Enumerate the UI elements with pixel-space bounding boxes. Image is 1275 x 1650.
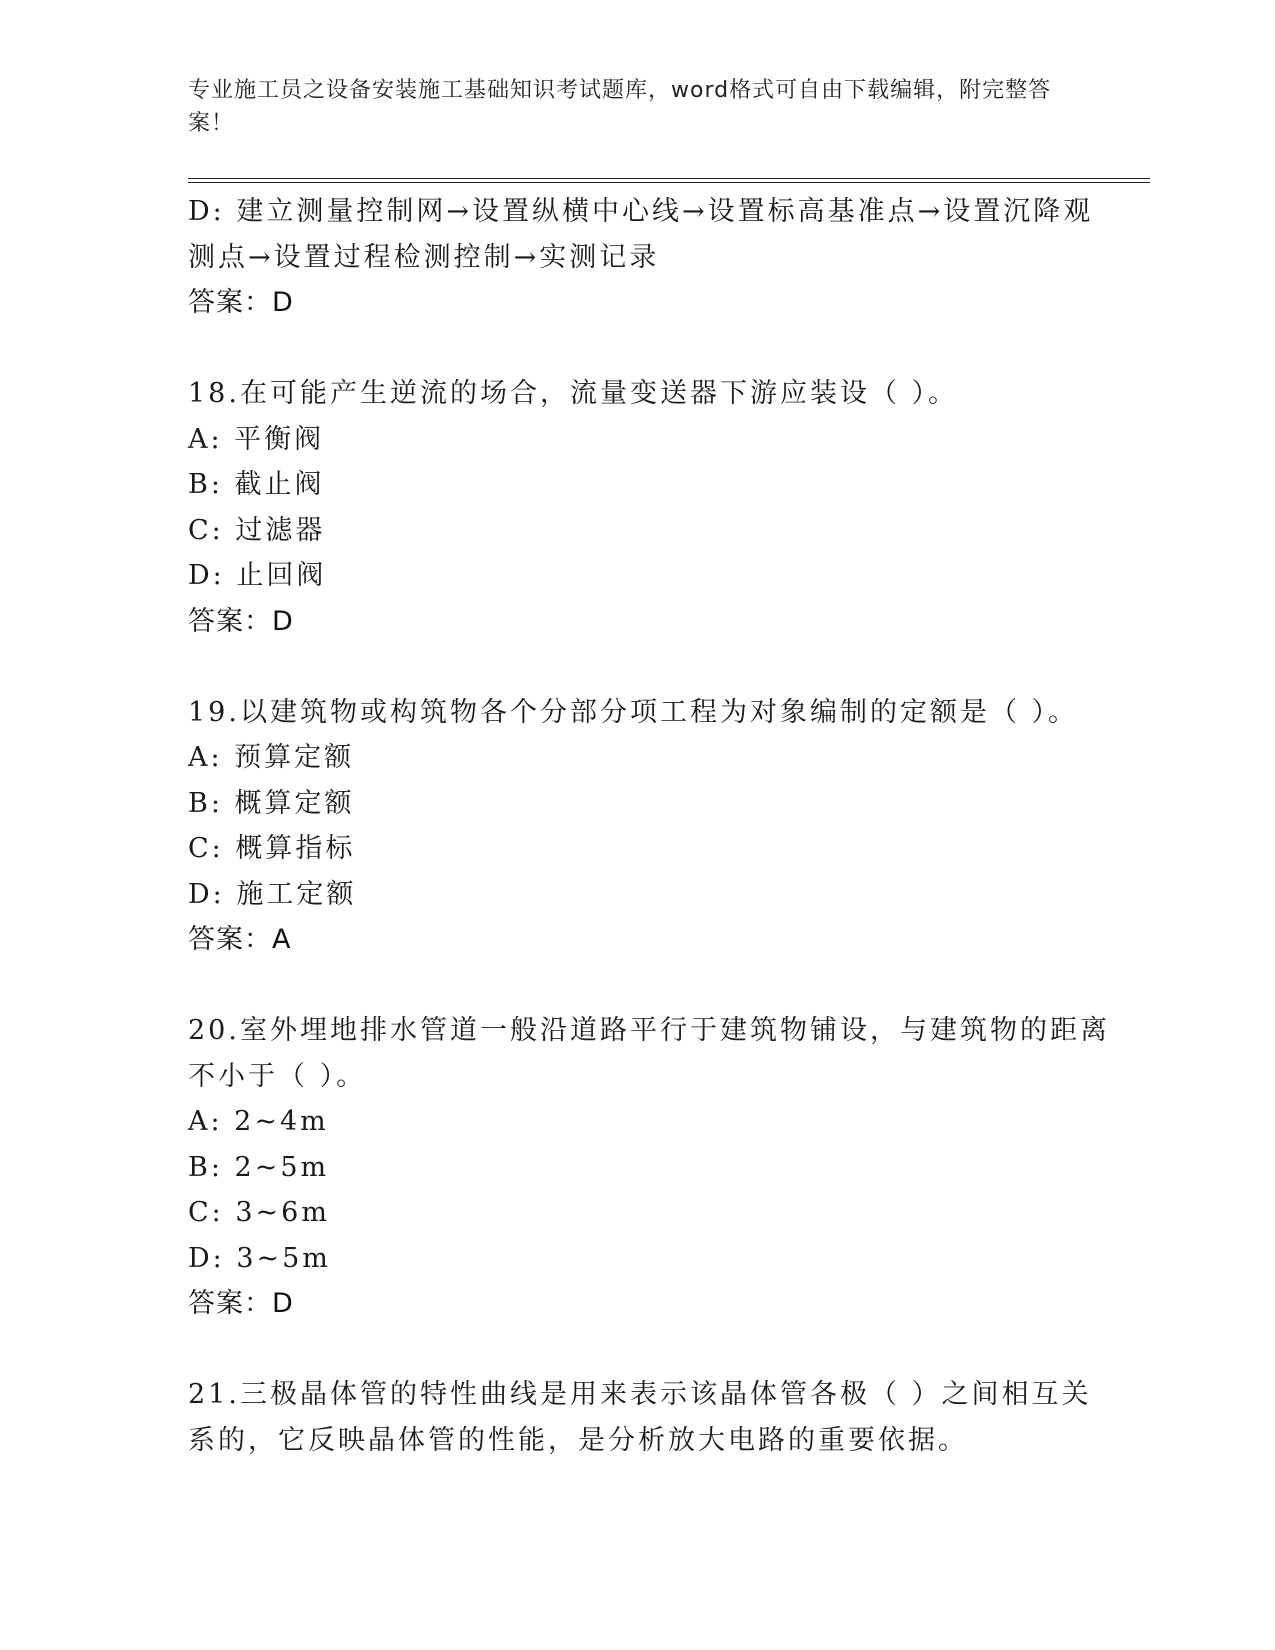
option-a: A: 平衡阀: [188, 423, 325, 455]
option-d: D: 止回阀: [188, 560, 327, 591]
option-a: A: 预算定额: [188, 742, 355, 773]
option-d: D: 3~5m: [188, 1242, 331, 1274]
question-stem: 21.三极晶体管的特性曲线是用来表示该晶体管各极（ ）之间相互关: [188, 1379, 1092, 1410]
question-block: [188, 1372, 1092, 1463]
block-spacer: [188, 963, 1088, 1009]
option-b: B: 截止阀: [188, 469, 325, 500]
answer-line: 答案：D: [188, 287, 294, 318]
question-line: 测点→设置过程检测控制→实测记录: [188, 241, 660, 273]
option-b: B: 概算定额: [188, 787, 355, 819]
question-block: [188, 690, 1088, 963]
answer-line: 答案：A: [188, 924, 292, 955]
question-stem: 18.在可能产生逆流的场合，流量变送器下游应装设（ ）。: [188, 378, 959, 409]
question-stem: 20.室外埋地排水管道一般沿道路平行于建筑物铺设，与建筑物的距离: [188, 1015, 1110, 1046]
option-b: B: 2~5m: [188, 1151, 330, 1183]
question-stem-continued: 系的，它反映晶体管的性能，是分析放大电路的重要依据。: [188, 1424, 968, 1456]
option-c: C: 3~6m: [188, 1197, 330, 1228]
question-block: [188, 189, 1094, 326]
question-stem: 19.以建筑物或构筑物各个分部分项工程为对象编制的定额是（ ）。: [188, 696, 1079, 728]
question-block: [188, 371, 1088, 644]
answer-line: 答案：D: [188, 605, 294, 637]
option-d: D: 施工定额: [188, 878, 357, 910]
header-divider: [188, 178, 1150, 183]
question-line: D: 建立测量控制网→设置纵横中心线→设置标高基准点→设置沉降观: [188, 196, 1094, 227]
question-block: [188, 1008, 1110, 1327]
question-list: [188, 189, 1110, 1463]
block-spacer: [188, 1327, 1088, 1373]
page-header: 专业施工员之设备安装施工基础知识考试题库，word格式可自由下载编辑，附完整答案！: [188, 78, 1052, 136]
answer-line: 答案：D: [188, 1288, 294, 1319]
option-a: A: 2~4m: [188, 1106, 329, 1137]
block-spacer: [188, 326, 1088, 372]
option-c: C: 概算指标: [188, 833, 356, 864]
block-spacer: [188, 644, 1088, 690]
question-stem-continued: 不小于（ ）。: [188, 1060, 367, 1092]
option-c: C: 过滤器: [188, 514, 326, 546]
